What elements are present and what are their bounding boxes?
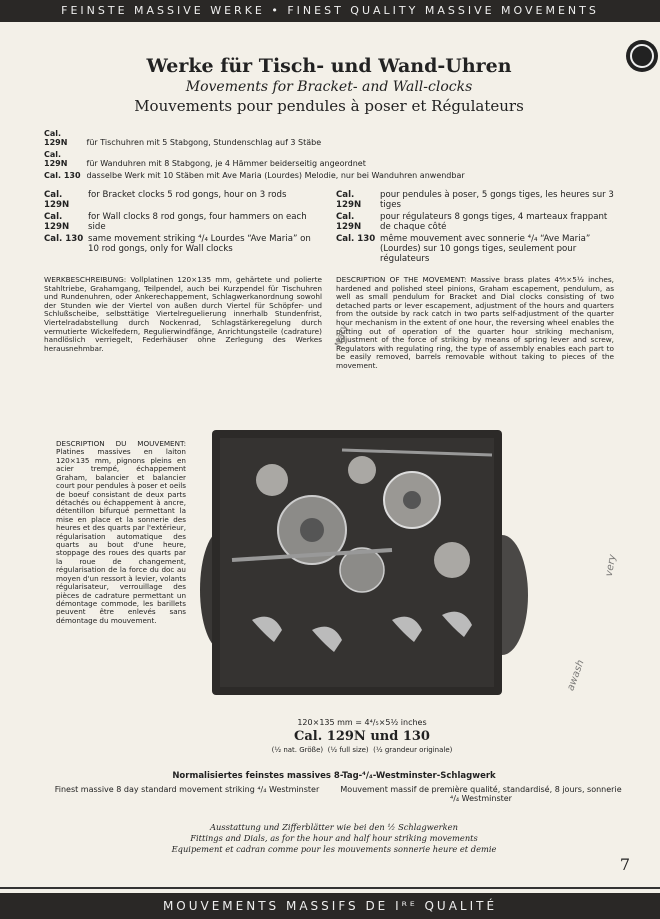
gear [348, 456, 376, 484]
title-fr: Mouvements pour pendules à poser et Régulateurs [134, 97, 524, 115]
title-en: Movements for Bracket- and Wall-clocks [185, 79, 473, 95]
page-content [44, 30, 614, 371]
top-banner: FEINSTE MASSIVE WERKE • FINEST QUALITY MASSIVE MOVEMENTS [0, 0, 660, 22]
handwritten-note: awash [565, 658, 587, 693]
cal-list-en-fr [44, 188, 614, 266]
gear [256, 464, 288, 496]
figure-caption [192, 718, 532, 754]
description-en: DESCRIPTION OF THE MOVEMENT: Massive brass plates 4⁴⁄₅×5½ inches, hardened and polished steel pinions, Graham escapement, pendulum, as well as small pendulum for Bracket and Dial clocks consisting of two detached parts or lever escapement, adjustment of the hours and quarters from the outside by rack catch in two parts self-adjustment of the quarter hour mechanism in the extent of one hour, the reversing wheel enables the putting out of operation of the quarter hour striking mechanism, adjustment of the force of striking by means of spring lever and screw, Regulators with regulating ring, the type of assembly enables each part to be easily removed, barrels removable without taking to pieces of the movement. [336, 275, 614, 371]
description-fr: DESCRIPTION DU MOUVEMENT: Platines massives en laiton 120×135 mm, pignons pleins en acier trempé, échappement Graham, balancier et balancier court pour pendules à poser et oeils de boeuf consistant de deux parts détachés ou échappement à ancre, détentillon bifurqué permettant la mise en place et la sonnerie des heures et des quarts par l'extérieur, régularisation automatique des quarts au bout d'une heure, stoppage des roues des quarts par la roue de changement, régularisation de la force du doc au moyen d'un ressort à levier, volants régularisateur, verrouillage des pièces de cadrature permettant un démontage commode, les barillets peuvent être enlevés sans démontage du mouvement. [56, 439, 186, 625]
brand-logo [626, 40, 658, 72]
cal-list-de [44, 129, 614, 180]
cal-line: Cal. 129N für Tischuhren mit 5 Stabgong, Stundenschlag auf 3 Stäbe [44, 129, 322, 147]
fittings-en: Fittings and Dials, as for the hour and half hour striking movements [190, 833, 478, 844]
fittings-de: Ausstattung und Zifferblätter wie bei den ½ Schlagwerken [210, 822, 458, 832]
bottom-rule [0, 887, 660, 889]
description-de: WERKBESCHREIBUNG: Vollplatinen 120×135 mm, gehärtete und polierte Stahltriebe, Grahamgang, Teilpendel, auch bei Kurzpendel für Tischuhren und Rundenuhren, oder Ankerechappement, Schlagwerkanordnung sowohl der Stunden wie der Viertel von außen durch Viertel für Schöpfer- und Schlußscheibe, selbsttätige Viertelreguelierung innerhalb Stundenfrist, Viertelradabstellung durch Nockenrad, Schlagstärkeregelung durch vermutierte Wickelfedern, Regulierwindfänge, Anrichtungsteile (cadrature) handlöslich verriegelt, Federhäuser ohne Zerlegung des Werkes herausnehmbar. [44, 275, 322, 353]
page-number: 7 [619, 855, 630, 874]
title-de: Werke für Tisch- und Wand-Uhren [146, 55, 512, 77]
chime-en: Finest massive 8 day standard movement striking ⁴/₄ Westminster [54, 785, 320, 794]
cal-line: Cal. 129N für Wanduhren mit 8 Stabgong, je 4 Hämmer beiderseitig angeordnet [44, 150, 366, 168]
gear [434, 542, 470, 578]
chime-section [44, 771, 624, 803]
caption-dims: 120×135 mm = 4⁴/₅×5½ inches [297, 718, 427, 727]
chime-heading: Normalisiertes feinstes massives 8-Tag-⁴/₄-Westminster-Schlagwerk [172, 771, 496, 781]
handwritten-note: very [603, 553, 619, 578]
cal-list-en: Cal. 129N for Bracket clocks 5 rod gongs, hour on 3 rods Cal. 129N for Wall clocks 8 rod gongs, four hammers on each side Cal. 130 same movement striking ⁴/₄ Lourdes “Ave Maria” on 10 rod gongs, only for Wall clocks [44, 190, 311, 254]
cal-list-fr: Cal. 129N pour pendules à poser, 5 gongs tiges, les heures sur 3 tiges Cal. 129N pour régulateurs 8 gongs tiges, 4 marteaux frappant de chaque côté Cal. 130 même mouvement avec sonnerie ⁴/₄ “Ave Maria” (Lourdes) sur 10 gongs tiges, seulement pour régulateurs [336, 190, 614, 264]
descriptions [44, 276, 614, 371]
caption-cal: Cal. 129N und 130 [294, 729, 430, 744]
bottom-banner: MOUVEMENTS MASSIFS DE Iᴿᴱ QUALITÉ [0, 893, 660, 919]
caption-sizes: (½ nat. Größe) (½ full size) (½ grandeur originale) [271, 746, 453, 754]
fittings-fr: Equipement et cadran comme pour les mouvements sonnerie heure et demie [171, 844, 497, 855]
cal-line: Cal. 130 dasselbe Werk mit 10 Stäben mit Ave Maria (Lourdes) Melodie, nur bei Wanduhren anwendbar [44, 171, 465, 180]
clock-movement-image [192, 420, 532, 710]
chime-fr: Mouvement massif de première qualité, standardisé, 8 jours, sonnerie ⁴/₄ Westminster [340, 785, 622, 803]
handwritten-note: Nary [333, 322, 351, 349]
fittings-section [44, 822, 624, 856]
